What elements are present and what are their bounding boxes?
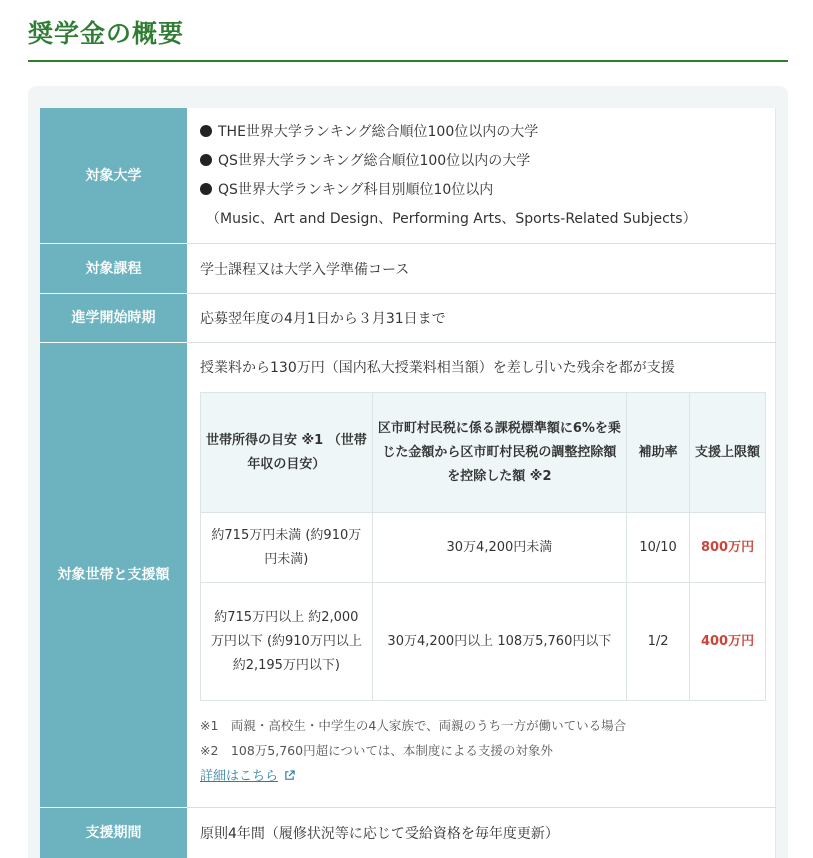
inner-header-row (201, 393, 766, 513)
row-value: 原則4年間（履修状況等に応じて受給資格を毎年度更新） (187, 808, 776, 858)
row-header: 対象大学 (40, 108, 187, 244)
footnote: ※2 108万5,760円超については、本制度による支援の対象外 (200, 743, 553, 758)
detail-link-wrap (200, 763, 775, 789)
row-support-period (40, 808, 776, 858)
rate-cell: 10/10 (627, 513, 690, 583)
bullet-icon (200, 125, 212, 137)
footnote: ※1 両親・高校生・中学生の4人家族で、両親のうち一方が働いている場合 (200, 718, 627, 733)
row-value: 応募翌年度の4月1日から３月31日まで (187, 294, 776, 342)
list-item: QS世界大学ランキング科目別順位10位以内 (200, 176, 775, 205)
rate-cell: 1/2 (627, 583, 690, 701)
income-cell: 約715万円未満 (約910万円未満) (201, 513, 373, 583)
footnotes (200, 713, 775, 789)
col-header-tax: 区市町村民税に係る課税標準額に6%を乗じた金額から区市町村民税の調整控除額を控除した額 ※2 (372, 393, 626, 513)
external-link-icon[interactable] (284, 770, 295, 781)
row-header: 対象課程 (40, 244, 187, 294)
row-target-course (40, 244, 776, 294)
col-header-income: 世帯所得の目安 ※1 （世帯年収の目安） (201, 393, 373, 513)
household-content (187, 343, 776, 807)
row-header: 対象世帯と支援額 (40, 343, 187, 808)
university-list (187, 108, 776, 243)
row-value: 学士課程又は大学入学準備コース (187, 244, 776, 293)
table-row (201, 513, 766, 583)
limit-cell: 800万円 (690, 513, 766, 583)
row-household-support (40, 343, 776, 808)
row-target-university (40, 108, 776, 244)
title-divider (28, 60, 788, 62)
support-description: 授業料から130万円（国内私大授業料相当額）を差し引いた残余を都が支援 (200, 360, 675, 376)
limit-cell: 400万円 (690, 583, 766, 701)
tax-cell: 30万4,200円未満 (372, 513, 626, 583)
detail-link[interactable]: 詳細はこちら (200, 769, 279, 784)
list-item: QS世界大学ランキング総合順位100位以内の大学 (200, 147, 775, 176)
col-header-rate: 補助率 (627, 393, 690, 513)
income-cell: 約715万円以上 約2,000万円以下 (約910万円以上 約2,195万円以下) (201, 583, 373, 701)
subject-note: （Music、Art and Design、Performing Arts、Sports-Related Subjects） (206, 210, 697, 227)
overview-table (40, 108, 776, 858)
bullet-icon (200, 183, 212, 195)
row-header: 支援期間 (40, 808, 187, 858)
row-header: 進学開始時期 (40, 294, 187, 343)
page-title: 奨学金の概要 (28, 19, 185, 48)
support-amount-table (200, 392, 766, 701)
col-header-limit: 支援上限額 (690, 393, 766, 513)
bullet-icon (200, 154, 212, 166)
tax-cell: 30万4,200円以上 108万5,760円以下 (372, 583, 626, 701)
list-item: THE世界大学ランキング総合順位100位以内の大学 (200, 118, 775, 147)
row-start-period (40, 294, 776, 343)
table-row (201, 583, 766, 701)
